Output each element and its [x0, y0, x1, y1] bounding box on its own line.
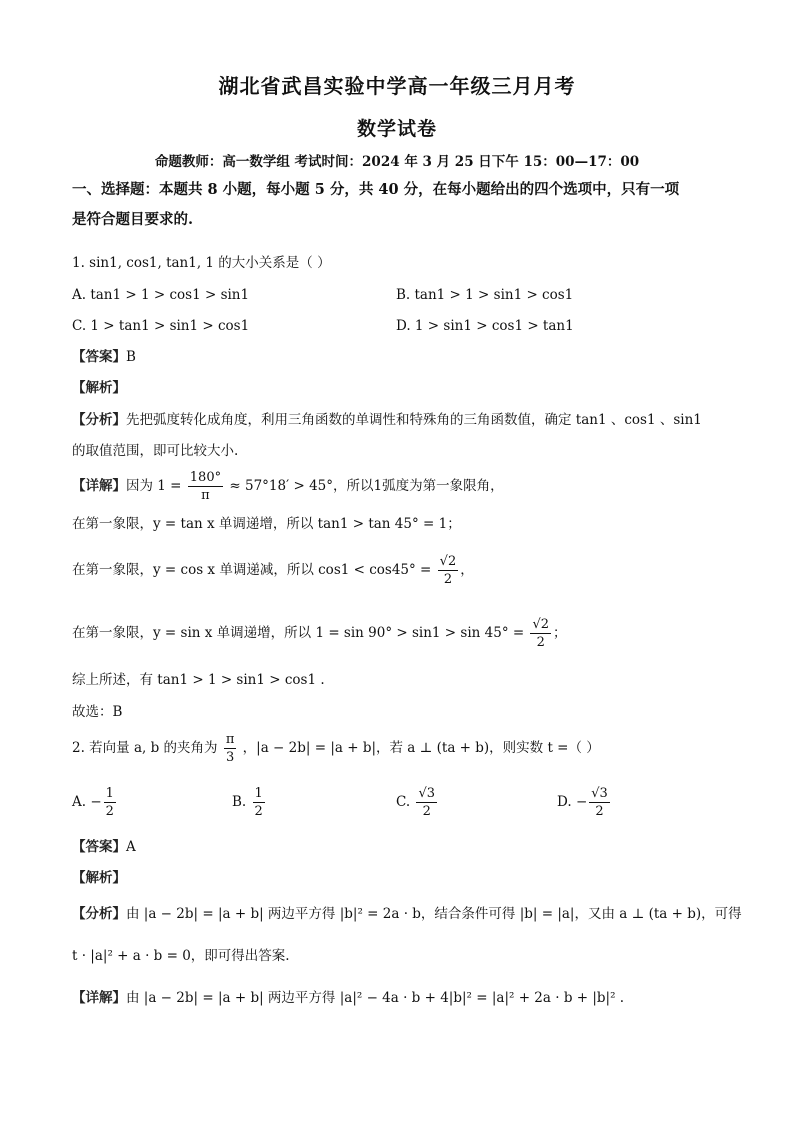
q1-stem: 1. sin1, cos1, tan1, 1 的大小关系是（ ）: [72, 255, 331, 271]
q1-summary: 综上所述，有 tan1 > 1 > sin1 > cos1 .: [72, 672, 325, 688]
q1-xiangjie-line4: [72, 613, 567, 653]
frac-num: √2: [532, 617, 550, 632]
frac-num: √3: [591, 786, 608, 801]
q1-option-b: B. tan1 > 1 > sin1 > cos1: [396, 287, 574, 303]
option-fraction: [589, 785, 610, 820]
xiangjie-label: 【详解】: [72, 478, 126, 494]
fraction-sqrt2-over-2: [530, 616, 551, 651]
frac-den: 2: [536, 635, 545, 650]
option-label: A.: [72, 794, 87, 810]
answer-value: B: [126, 349, 136, 365]
answer-value: A: [126, 839, 136, 855]
q1-fenxi-line1: [72, 410, 702, 430]
fraction-180-over-pi: [188, 469, 223, 504]
q2-option-b: [232, 782, 267, 822]
q1-option-c: C. 1 > tan1 > sin1 > cos1: [72, 318, 250, 334]
frac-num: 180°: [189, 470, 222, 485]
option-fraction: [416, 785, 437, 820]
q1-answer: [72, 347, 136, 367]
page-title: 湖北省武昌实验中学高一年级三月月考: [218, 74, 576, 98]
option-fraction: [253, 785, 265, 820]
q1-choose: 故选：B: [72, 704, 123, 720]
xj-text: ，: [460, 562, 474, 578]
option-fraction: [104, 785, 116, 820]
frac-den: 3: [225, 750, 235, 765]
q2-answer: [72, 837, 136, 857]
frac-num: √3: [418, 786, 435, 801]
q2-fenxi-line2: t · |a|² + a · b = 0，即可得出答案.: [72, 948, 290, 964]
option-sign: −: [575, 794, 588, 810]
q1-option-a: A. tan1 > 1 > cos1 > sin1: [72, 287, 250, 303]
frac-den: π: [201, 488, 210, 503]
frac-den: 2: [443, 572, 453, 587]
xj-text: 由 |a − 2b| = |a + b| 两边平方得 |a|² − 4a · b + 4|b|² = |a|² + 2a · b + |b|² .: [126, 990, 625, 1006]
q2-analysis-label: 【解析】: [72, 870, 126, 886]
frac-num: 1: [105, 786, 114, 801]
section-heading-line2: 是符合题目要求的.: [72, 211, 194, 228]
q2-stem: [72, 728, 600, 768]
q2-fenxi-line1: [72, 904, 742, 924]
frac-den: 2: [595, 804, 604, 819]
xj-text: ≈ 57°18′ > 45°，所以1弧度为第一象限角，: [229, 478, 504, 494]
xiangjie-label: 【详解】: [72, 990, 126, 1006]
q2-option-d: [557, 782, 612, 822]
frac-num: π: [225, 732, 235, 747]
fenxi-text: 先把弧度转化成角度，利用三角函数的单调性和特殊角的三角函数值，确定 tan1 、cos1 、sin1: [126, 412, 702, 428]
exam-meta: 命题教师：高一数学组 考试时间：2024 年 3 月 25 日下午 15：00—17：00: [154, 154, 640, 170]
fenxi-label: 【分析】: [72, 412, 126, 428]
answer-label: 【答案】: [72, 839, 126, 855]
q2-option-a: [72, 782, 118, 822]
q2-xiangjie-line1: [72, 988, 624, 1008]
q2-option-c: [396, 782, 439, 822]
fraction-pi-over-3: [224, 731, 237, 766]
q1-option-d: D. 1 > sin1 > cos1 > tan1: [396, 318, 574, 334]
section-heading-line1: 一、选择题：本题共 8 小题，每小题 5 分，共 40 分，在每小题给出的四个选项中，只有一项: [72, 181, 680, 198]
option-label: B.: [232, 794, 247, 810]
xj-text: 在第一象限，y = cos x 单调递减，所以 cos1 < cos45° =: [72, 562, 432, 578]
option-sign: −: [90, 794, 102, 810]
answer-label: 【答案】: [72, 349, 126, 365]
fenxi-text: 由 |a − 2b| = |a + b| 两边平方得 |b|² = 2a · b，结合条件可得 |b| = |a|，又由 a ⊥ (ta + b)，可得: [126, 906, 742, 922]
option-label: C.: [396, 794, 411, 810]
fenxi-label: 【分析】: [72, 906, 126, 922]
fraction-sqrt2-over-2: [438, 553, 459, 588]
q1-xiangjie-line1: [72, 466, 504, 506]
q2-stem-text: 2. 若向量 a, b 的夹角为: [72, 740, 218, 756]
q1-xiangjie-line3: [72, 550, 474, 590]
q1-analysis-label: 【解析】: [72, 380, 126, 396]
frac-num: √2: [439, 554, 457, 569]
option-label: D.: [557, 794, 572, 810]
frac-num: 1: [254, 786, 263, 801]
page-subtitle: 数学试卷: [356, 118, 437, 140]
xj-text: 因为 1 =: [126, 478, 182, 494]
q1-fenxi-line2: 的取值范围，即可比较大小.: [72, 443, 239, 459]
xj-text: ；: [553, 625, 567, 641]
frac-den: 2: [422, 804, 431, 819]
frac-den: 2: [254, 804, 263, 819]
q2-stem-text: ，|a − 2b| = |a + b|，若 a ⊥ (ta + b)，则实数 t =（ ）: [242, 740, 600, 756]
q1-xiangjie-line2: 在第一象限，y = tan x 单调递增，所以 tan1 > tan 45° = 1；: [72, 516, 461, 532]
xj-text: 在第一象限，y = sin x 单调递增，所以 1 = sin 90° > sin1 > sin 45° =: [72, 625, 525, 641]
frac-den: 2: [105, 804, 114, 819]
